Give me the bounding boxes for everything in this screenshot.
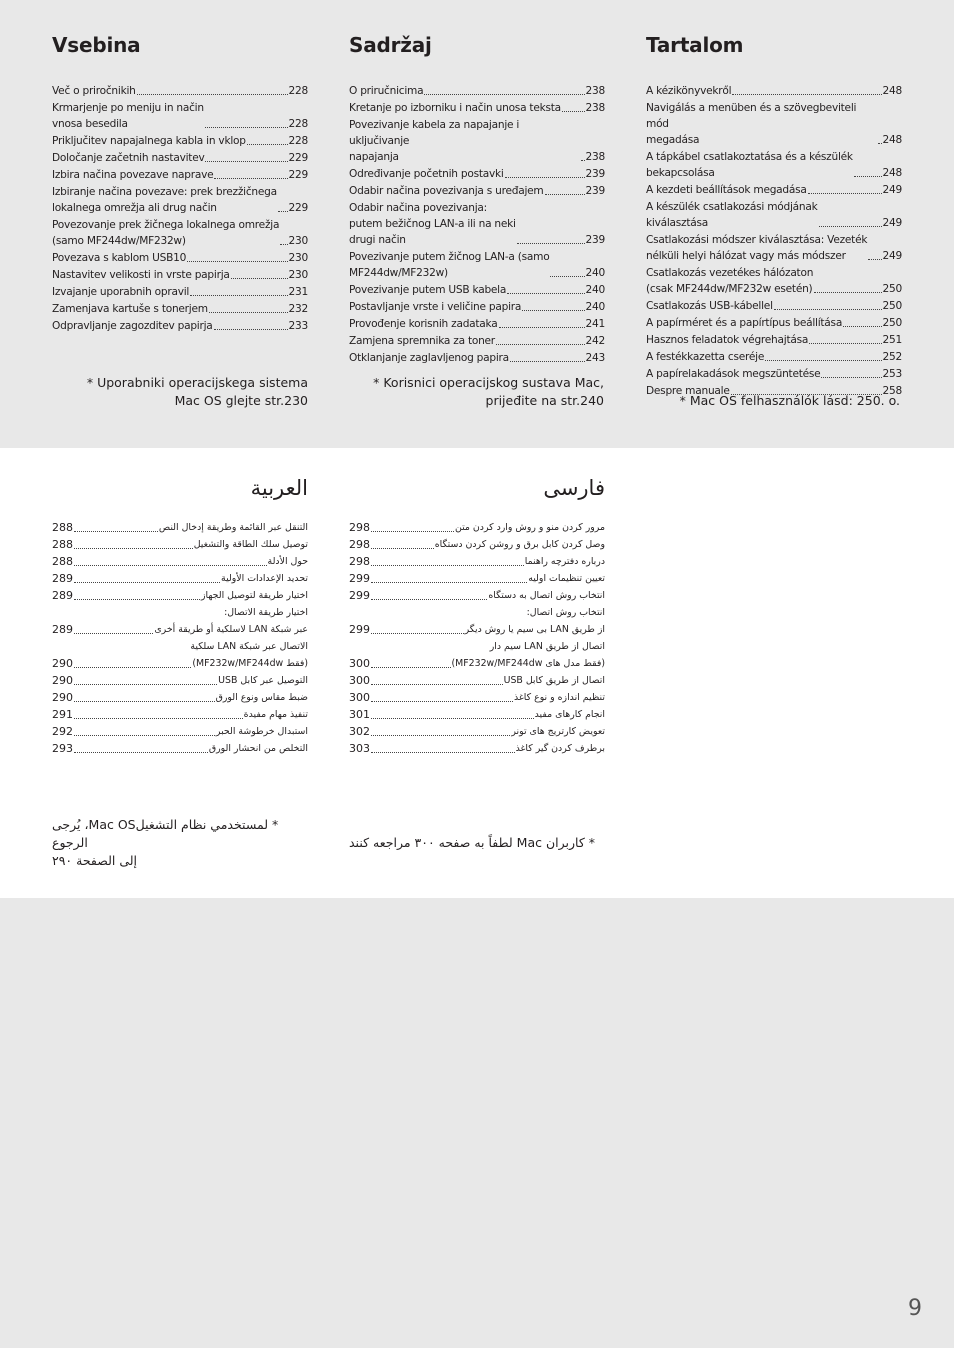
toc-entry[interactable]: تنظیم اندازه و نوع کاغذ 300 [349,691,605,704]
toc-entry[interactable]: تعیین تنظیمات اولیه 299 [349,572,605,585]
dot-leader [562,111,585,112]
dot-leader [137,94,288,95]
section-title: فارسی [543,476,605,500]
dot-leader [499,327,585,328]
toc-entry[interactable]: وصل کردن کابل برق و روشن کردن دستگاه 298 [349,538,605,551]
dot-leader [74,548,193,549]
dot-leader [247,144,288,145]
dot-leader [821,377,881,378]
dot-leader [209,312,288,313]
toc-column-arabic [52,476,308,868]
toc-entry[interactable]: Provođenje korisnih zadataka 241 [349,318,605,330]
toc-entry[interactable]: ضبط مقاس ونوع الورق 290 [52,691,308,704]
toc-entry[interactable]: A papírméret és a papírtípus beállítása 250 [646,317,902,329]
dot-leader [854,176,882,177]
toc-entry[interactable]: Određivanje početnih postavki 239 [349,168,605,180]
toc-column-croatian [349,33,605,413]
toc-entry-heading: الاتصال عبر شبكة LAN سلكية [190,641,308,652]
dot-leader [74,565,267,566]
toc-entry[interactable]: Odabir načina povezivanja s uređajem 239 [349,185,605,197]
toc-entry[interactable]: Povezivanje putem USB kabela 240 [349,284,605,296]
dot-leader [205,127,288,128]
toc-entry[interactable]: التخلص من انحشار الورق 293 [52,742,308,755]
toc-entry[interactable]: Csatlakozási módszer kiválasztása: Vezeték nélküli helyi hálózat vagy más módszer 249 [646,234,902,262]
mac-os-note: * لمستخدمي نظام التشغيلMac OS، يُرجى الرجوع إلى الصفحة ٢٩٠ [52,817,279,868]
toc-entry[interactable]: Odpravljanje zagozditev papirja 233 [52,320,308,332]
dot-leader [868,259,881,260]
dot-leader [510,361,585,362]
toc-entry[interactable]: انتخاب روش اتصال به دستگاه 299 [349,589,605,602]
toc-entry[interactable]: Izvajanje uporabnih opravil 231 [52,286,308,298]
toc-entry[interactable]: درباره دفترچه راهنما 298 [349,555,605,568]
dot-leader [205,161,287,162]
dot-leader [74,701,215,702]
toc-entry-heading: اختيار طريقة الاتصال: [224,607,308,618]
dot-leader [74,718,243,719]
toc-entry[interactable]: Navigálás a menüben és a szövegbeviteli mód megadása 248 [646,102,902,146]
toc-entry[interactable]: Priključitev napajalnega kabla in vklop 228 [52,135,308,147]
dot-leader [231,278,288,279]
toc-entry[interactable]: Csatlakozás USB-kábellel 250 [646,300,902,312]
toc-entry[interactable]: حول الأدلة 288 [52,555,308,568]
toc-entry[interactable]: A papírelakadások megszüntetése 253 [646,368,902,380]
toc-entry[interactable]: Zamjena spremnika za toner 242 [349,335,605,347]
dot-leader [550,276,584,277]
dot-leader [214,178,287,179]
section-title: Vsebina [52,33,141,57]
dot-leader [74,684,217,685]
dot-leader [280,244,287,245]
dot-leader [522,310,584,311]
toc-entry[interactable]: Povezava s kablom USB10 230 [52,252,308,264]
dot-leader [74,599,200,600]
toc-entry[interactable]: تنفيذ مهام مفيدة 291 [52,708,308,721]
toc-entry[interactable]: التنقل عبر القائمة وطريقة إدخال النص 288 [52,521,308,534]
toc-entry[interactable]: (فقط مدل های MF232w/MF244dw) 300 [349,657,605,670]
section-title: Tartalom [646,33,744,57]
dot-leader [214,329,288,330]
toc-list [52,520,308,758]
dot-leader [808,193,882,194]
dot-leader [74,633,153,634]
toc-entry[interactable]: Izbira načina povezave naprave 229 [52,169,308,181]
dot-leader [809,343,881,344]
mac-os-note: * Mac OS felhasználók lásd: 250. o. [679,393,900,408]
toc-entry[interactable]: Določanje začetnih nastavitev 229 [52,152,308,164]
dot-leader [843,326,881,327]
toc-entry-heading: انتخاب روش اتصال: [526,607,605,618]
dot-leader [74,735,215,736]
dot-leader [371,667,451,668]
toc-column-slovenian [52,33,308,413]
toc-entry[interactable]: از طریق LAN بی سیم یا روش دیگر 299 [349,623,605,636]
dot-leader [190,295,287,296]
dot-leader [774,309,882,310]
dot-leader [371,548,434,549]
page-number: 9 [908,1296,922,1321]
toc-entry[interactable]: Zamenjava kartuše s tonerjem 232 [52,303,308,315]
toc-entry[interactable]: التوصيل عبر كابل USB 290 [52,674,308,687]
toc-entry[interactable]: Izbiranje načina povezave: prek brezžičnega lokalnega omrežja ali drug način 229 [52,186,308,214]
dot-leader [371,531,454,532]
toc-entry[interactable]: Povezivanje putem žičnog LAN-a (samo MF244dw/MF232w) 240 [349,251,605,279]
dot-leader [74,667,191,668]
toc-entry[interactable]: O priručnicima 238 [349,85,605,97]
dot-leader [74,752,208,753]
toc-entry[interactable]: A kézikönyvekről 248 [646,85,902,97]
toc-entry[interactable]: A festékkazetta cseréje 252 [646,351,902,363]
bottom-band [0,898,954,1348]
toc-entry[interactable]: Več o priročnikih 228 [52,85,308,97]
dot-leader [878,143,882,144]
dot-leader [732,94,881,95]
dot-leader [371,735,510,736]
toc-list [349,83,605,367]
mac-os-note: * Korisnici operacijskog sustava Mac, prijeđite na str.240 [373,375,604,408]
section-title: العربية [250,476,308,500]
dot-leader [517,243,585,244]
toc-entry[interactable]: A kezdeti beállítások megadása 249 [646,184,902,196]
dot-leader [74,582,220,583]
toc-entry[interactable]: عبر شبكة LAN لاسلكية أو طريقة أخرى 289 [52,623,308,636]
dot-leader [371,701,513,702]
mac-os-note: * Uporabniki operacijskega sistema Mac OS glejte str.230 [86,375,308,408]
toc-entry[interactable]: تحديد الإعدادات الأولية 289 [52,572,308,585]
toc-entry[interactable]: استبدال خرطوشة الحبر 292 [52,725,308,738]
toc-entry[interactable]: Povezivanje kabela za napajanje i uključivanje napajanja 238 [349,119,605,163]
dot-leader [74,531,158,532]
toc-entry[interactable]: Odabir načina povezivanja: putem bežičnog LAN-a ili na neki drugi način 239 [349,202,605,246]
toc-entry[interactable]: Hasznos feladatok végrehajtása 251 [646,334,902,346]
dot-leader [371,633,464,634]
toc-list [349,520,605,758]
dot-leader [371,599,487,600]
dot-leader [371,718,534,719]
dot-leader [505,177,585,178]
toc-column-persian [349,476,605,856]
dot-leader [814,292,881,293]
section-title: Sadržaj [349,33,432,57]
toc-column-hungarian [646,33,902,413]
dot-leader [371,582,527,583]
toc-entry[interactable]: Postavljanje vrste i veličine papira 240 [349,301,605,313]
dot-leader [278,211,288,212]
toc-entry[interactable]: Krmarjenje po meniju in način vnosa besedila 228 [52,102,308,130]
dot-leader [496,344,585,345]
toc-entry[interactable]: Povezovanje prek žičnega lokalnega omrežja (samo MF244dw/MF232w) 230 [52,219,308,247]
dot-leader [819,226,882,227]
toc-entry[interactable]: A tápkábel csatlakoztatása és a készülék bekapcsolása 248 [646,151,902,179]
toc-list [646,83,902,400]
toc-entry[interactable]: توصيل سلك الطاقة والتشغيل 288 [52,538,308,551]
toc-list [52,83,308,335]
toc-entry[interactable]: (فقط MF232w/MF244dw) 290 [52,657,308,670]
dot-leader [371,565,524,566]
dot-leader [187,261,287,262]
toc-entry[interactable]: Csatlakozás vezetékes hálózaton (csak MF244dw/MF232w esetén) 250 [646,267,902,295]
toc-entry[interactable]: مرور کردن منو و روش وارد کردن متن 298 [349,521,605,534]
toc-entry-heading: اتصال از طریق LAN سیم دار [489,641,605,652]
dot-leader [424,94,584,95]
dot-leader [371,752,515,753]
toc-entry[interactable]: Otklanjanje zaglavljenog papira 243 [349,352,605,364]
toc-entry[interactable]: اتصال از طریق کابل USB 300 [349,674,605,687]
toc-entry[interactable]: Kretanje po izborniku i način unosa teksta 238 [349,102,605,114]
toc-entry[interactable]: Despre manuale 258 [646,385,902,397]
toc-entry[interactable]: برطرف کردن گیر کاغذ 303 [349,742,605,755]
toc-entry[interactable]: تعویض کارتریج های تونر 302 [349,725,605,738]
dot-leader [371,684,503,685]
dot-leader [545,194,585,195]
toc-entry[interactable]: A készülék csatlakozási módjának kiválasztása 249 [646,201,902,229]
dot-leader [507,293,584,294]
toc-entry[interactable]: Nastavitev velikosti in vrste papirja 230 [52,269,308,281]
toc-entry[interactable]: اختيار طريقة لتوصيل الجهاز 289 [52,589,308,602]
toc-entry[interactable]: انجام کارهای مفید 301 [349,708,605,721]
mac-os-note: * کاربران Mac لطفاً به صفحه ۳۰۰ مراجعه کنند [349,835,596,850]
dot-leader [581,160,585,161]
dot-leader [765,360,881,361]
